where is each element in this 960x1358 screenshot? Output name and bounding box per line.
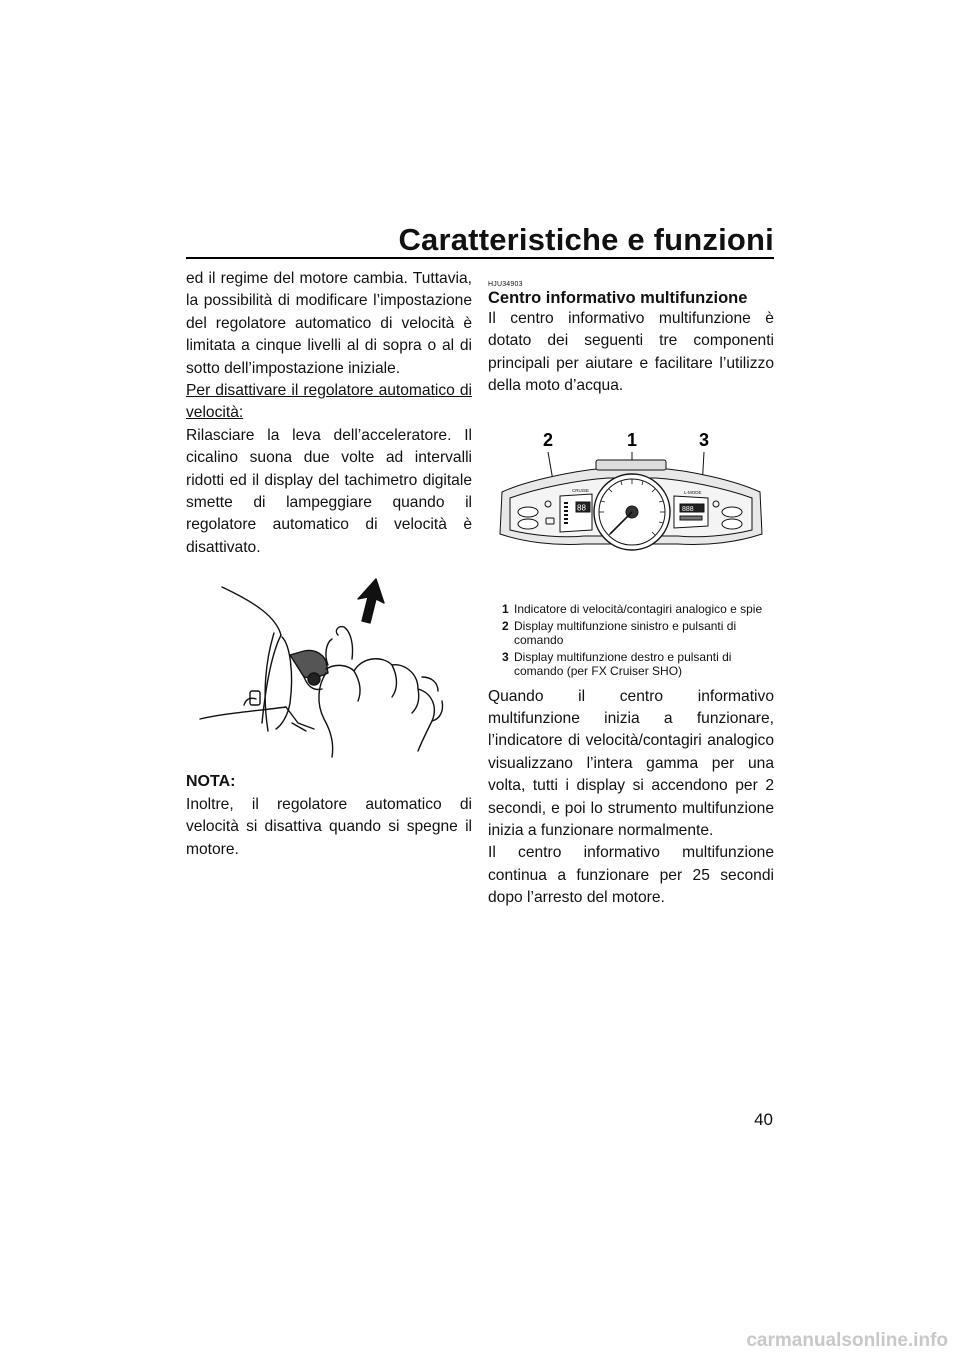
figure-legend (502, 602, 774, 678)
callout-3: 3 (698, 429, 710, 450)
watermark: carmanualsonline.info (746, 1330, 948, 1351)
right-paragraph-2: Il centro informativo multifunzione continua a funzionare per 25 secondi dopo l’arresto del motore. (488, 844, 774, 907)
legend-text: Indicatore di velocità/contagiri analogico e spie (514, 601, 763, 616)
legend-number: 1 (502, 601, 509, 616)
panel-right-label: L-MODE (684, 489, 702, 495)
section-title: Centro informativo multifunzione (488, 289, 748, 307)
legend-number: 3 (502, 649, 509, 664)
page-number: 40 (754, 1110, 773, 1129)
right-display-digits: 888 (682, 505, 694, 513)
panel-left-label: CRUISE (572, 487, 590, 493)
note-text: Inoltre, il regolatore automatico di velocità si disattiva quando si spegne il motore. (186, 795, 472, 858)
callout-2: 2 (542, 429, 554, 450)
section-code: HJU34903 (488, 281, 523, 288)
legend-text: Display multifunzione sinistro e pulsanti di comando (514, 618, 737, 647)
right-column (488, 268, 774, 910)
page-header-title: Caratteristiche e funzioni (398, 222, 774, 257)
left-paragraph-1: ed il regime del motore cambia. Tuttavia, la possibilità di modificare l’impostazione del regolatore automatico di velocità è limitata a cinque livelli al di sopra o al di sotto dell’impostazione iniziale. (186, 270, 472, 377)
legend-item (502, 650, 774, 678)
left-paragraph-2: Rilasciare la leva dell’acceleratore. Il cicalino suona due volte ad intervalli ridotti ed il display del tachimetro digitale smette di lampeggiare quando il regolatore automatico di velocità è disattivato. (186, 426, 472, 556)
callout-1: 1 (626, 429, 638, 450)
right-intro-paragraph: Il centro informativo multifunzione è dotato dei seguenti tre componenti principali per aiutare e facilitare l’utilizzo della moto d’acqua. (488, 310, 774, 395)
multifunction-center-illustration (488, 418, 774, 598)
note-label: NOTA: (186, 773, 236, 791)
left-column (186, 268, 472, 861)
legend-item (502, 602, 774, 616)
legend-number: 2 (502, 618, 509, 633)
legend-text: Display multifunzione destro e pulsanti di comando (per FX Cruiser SHO) (514, 649, 732, 678)
header-rule (186, 257, 774, 259)
left-display-digits: 88 (577, 503, 586, 513)
right-paragraph-1: Quando il centro informativo multifunzione inizia a funzionare, l’indicatore di velocità/contagiri analogico visualizzano l’intera gamma per una volta, tutti i display si accendono per 2 secondi, e poi lo strumento multifunzione inizia a funzionare normalmente. (488, 687, 774, 840)
throttle-lever-illustration (186, 573, 472, 763)
legend-item (502, 619, 774, 647)
subheading-disable-cruise: Per disattivare il regolatore automatico di velocità: (186, 382, 472, 422)
